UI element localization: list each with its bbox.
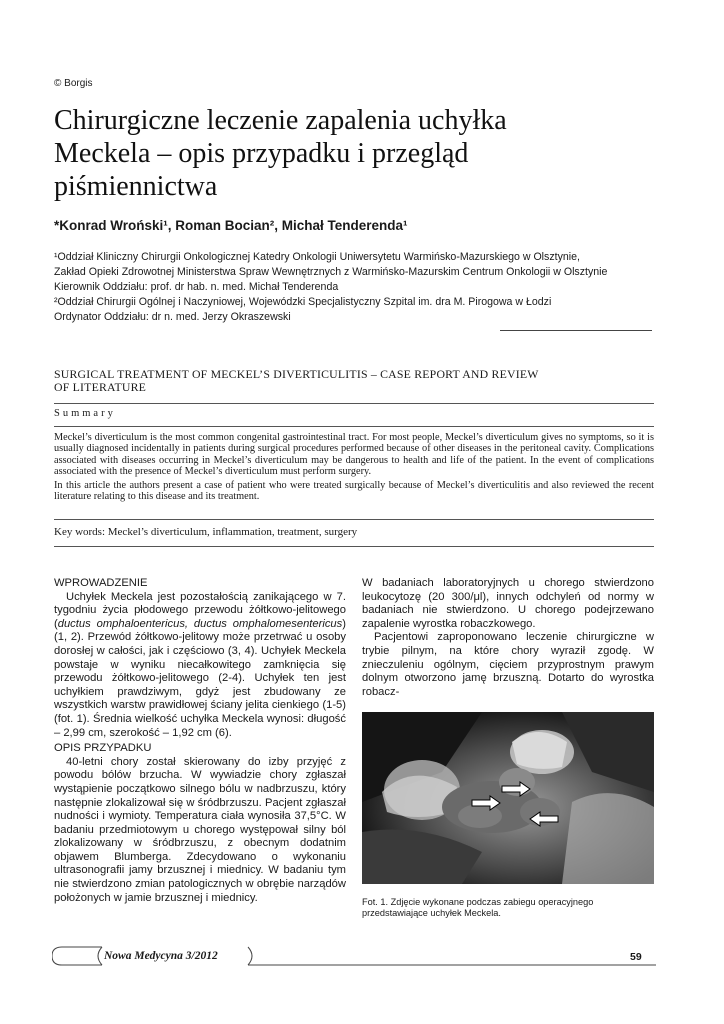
latin-term: ductus omphaloentericus, ductus omphalomesentericus <box>57 617 343 630</box>
affiliation-2 <box>54 295 674 325</box>
divider <box>500 330 652 331</box>
left-column <box>54 577 346 905</box>
title-line: Meckela – opis przypadku i przegląd <box>54 138 469 169</box>
summary <box>54 432 654 506</box>
english-title <box>54 368 654 394</box>
figure-caption: Fot. 1. Zdjęcie wykonane podczas zabiegu operacyjnego przedstawiające uchyłek Meckela. <box>362 897 594 918</box>
divider <box>54 403 654 404</box>
affiliation-line: Kierownik Oddziału: prof. dr hab. n. med. Michał Tenderenda <box>54 281 339 293</box>
divider <box>54 546 654 547</box>
title-line: piśmiennictwa <box>54 171 218 202</box>
authors: *Konrad Wroński¹, Roman Bocian², Michał Tenderenda¹ <box>54 218 408 233</box>
summary-heading: Summary <box>54 408 116 419</box>
journal-name: Nowa Medycyna 3/2012 <box>104 950 218 962</box>
section-heading: WPROWADZENIE <box>54 577 148 589</box>
affiliation-line: ²Oddział Chirurgii Ogólnej i Naczyniowej, Wojewódzki Specjalistyczny Szpital im. dra M. Pirogowa w Łodzi <box>54 296 552 308</box>
body-paragraph <box>54 591 346 741</box>
summary-paragraph: Meckel’s diverticulum is the most common congenital gastrointestinal tract. For most people, Meckel’s diverticulum gives no symptoms, so it is usually diagnosed incidentally in patients during surgical procedures performed because of other diseases in the peritoneal cavity. Complications associated with diseases occurring in Meckel’s diverticulum may be dangerous to health and life of the patient. In the event of complications associated with the presence of Meckel’s diverticulum must perform surgery. <box>54 432 654 477</box>
section-heading: OPIS PRZYPADKU <box>54 742 152 755</box>
body-paragraph: Pacjentowi zaproponowano leczenie chirurgiczne w trybie pilnym, na które chory wyraził zgodę. W znieczuleniu ogólnym, cięciem przyprostnym prawym dolnym otworzono jamę brzuszną. Dotarto do wyrostka robacz- <box>362 631 654 698</box>
summary-paragraph: In this article the authors present a case of patient who were treated surgically because of Meckel’s diverticulitis and also reviewed the recent literature relating to this disease and its treatment. <box>54 480 654 503</box>
affiliation-line: ¹Oddział Kliniczny Chirurgii Onkologicznej Katedry Onkologii Uniwersytetu Warmińsko-Mazurskiego w Olsztynie, <box>54 251 580 263</box>
affiliation-line: Ordynator Oddziału: dr n. med. Jerzy Okraszewski <box>54 311 291 323</box>
title-line: Chirurgiczne leczenie zapalenia uchyłka <box>54 105 507 136</box>
affiliation-line: Zakład Opieki Zdrowotnej Ministerstwa Spraw Wewnętrznych z Warmińsko-Mazurskim Centrum Onkologii w Olsztynie <box>54 266 608 278</box>
text-run: ) (1, 2). Przewód żółtkowo-jelitowy może przetrwać u osoby dorosłej w całości, jak i częściowo (3, 4). Uchyłek Meckela powstaje w wyniku niecałkowitego zamknięcia się przewodu żółtkowo-jelitowego (2-4). Uchyłek ten jest uchyłkiem prawdziwym, gdyż jest zbudowany ze wszystkich warstw prawidłowej ściany jelita cienkiego (1-5) (fot. 1). Średnia wielkość uchyłka Meckela wynosi: długość – 2,99 cm, szerokość – 1,92 cm (6). <box>54 617 346 739</box>
keywords: Key words: Meckel’s diverticulum, inflammation, treatment, surgery <box>54 526 358 538</box>
surgical-photo <box>362 712 654 884</box>
article-title <box>54 104 654 203</box>
text-run: Uchyłek Meckela jest pozostałością zanikającego w 7. tygodniu życia płodowego przewodu żółtkowo-jelitowego ( <box>54 590 346 630</box>
publisher-label: © Borgis <box>54 78 93 89</box>
english-title-line: SURGICAL TREATMENT OF MECKEL’S DIVERTICULITIS – CASE REPORT AND REVIEW <box>54 367 539 381</box>
body-paragraph: W badaniach laboratoryjnych u chorego stwierdzono leukocytozę (20 300/μl), innych odchyleń od normy w badaniach nie stwierdzono. U chorego podejrzewano zapalenie wyrostka robaczkowego. <box>362 577 654 630</box>
affiliation-1 <box>54 250 674 295</box>
divider <box>54 426 654 427</box>
surgical-photo-image <box>362 712 654 884</box>
english-title-line: OF LITERATURE <box>54 380 147 394</box>
body-paragraph: 40-letni chory został skierowany do izby przyjęć z powodu bólów brzucha. W wywiadzie chory zgłaszał wystąpienie początkowo silnego bólu w nadbrzuszu, który następnie zlokalizował się w śródbrzuszu. Pacjent zgłaszał nudności i wymioty. Temperatura ciała wynosiła 37,5°C. W badaniu przedmiotowym u chorego występował silny ból zlokalizowany w śródbrzuszu, z obecnym dodatnim objawem Blumberga. Zdecydowano o wykonaniu ultrasonografii jamy brzusznej i miednicy. W badaniu tym nie stwierdzono zmian patologicznych w obrębie narządów położonych w jamie brzusznej i miednicy. <box>54 755 346 904</box>
page-number: 59 <box>630 951 642 963</box>
divider <box>54 519 654 520</box>
right-column <box>362 577 654 699</box>
